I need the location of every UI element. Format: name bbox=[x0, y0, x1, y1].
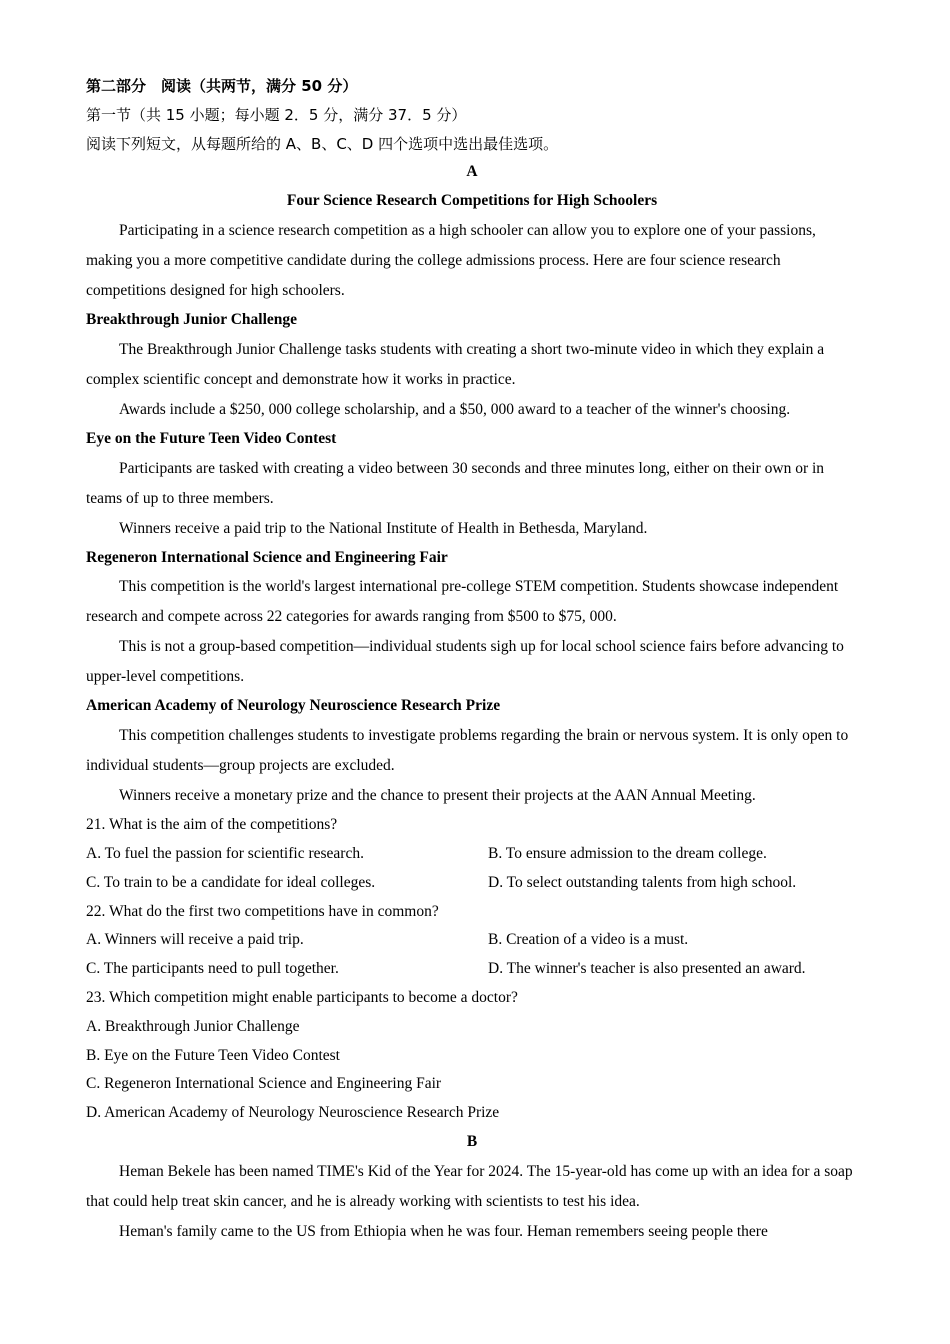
competition-4-awards: Winners receive a monetary prize and the chance to present their projects at the AAN Annual Meeting. bbox=[119, 787, 756, 805]
instruction: 阅读下列短文，从每题所给的 A、B、C、D 四个选项中选出最佳选项。 bbox=[86, 134, 559, 153]
competition-2-heading: Eye on the Future Teen Video Contest bbox=[86, 429, 337, 447]
question-22-stem: 22. What do the first two competitions have in common? bbox=[86, 902, 439, 920]
question-22-options-row-1 bbox=[86, 926, 858, 955]
question-23-option-d: D. American Academy of Neurology Neuroscience Research Prize bbox=[86, 1104, 500, 1122]
passage-b-paragraph-1: Heman Bekele has been named TIME's Kid of the Year for 2024. The 15-year-old has come up with an idea for a soap that could help treat skin cancer, and he is already working with scientists to test his idea. bbox=[86, 1162, 853, 1210]
passage-b-paragraph-2: Heman's family came to the US from Ethiopia when he was four. Heman remembers seeing people there bbox=[119, 1222, 768, 1240]
passage-a-title: Four Science Research Competitions for High Schoolers bbox=[286, 192, 658, 210]
competition-1-awards: Awards include a $250, 000 college scholarship, and a $50, 000 award to a teacher of the winner's choosing. bbox=[119, 400, 791, 418]
question-23-stem: 23. Which competition might enable participants to become a doctor? bbox=[86, 988, 518, 1006]
competition-4-description: This competition challenges students to investigate problems regarding the brain or nervous system. It is only open to individual students—group projects are excluded. bbox=[86, 727, 849, 775]
competition-4-heading: American Academy of Neurology Neuroscience Research Prize bbox=[86, 697, 501, 715]
competition-3-description: This competition is the world's largest international pre-college STEM competition. Students showcase independent research and compete across 22 categories for awards ranging from $500 to $75, 000. bbox=[86, 578, 839, 626]
question-23-option-a: A. Breakthrough Junior Challenge bbox=[86, 1017, 300, 1035]
competition-3-eligibility: This is not a group-based competition—individual students sigh up for local school science fairs before advancing to upper-level competitions. bbox=[86, 638, 844, 686]
passage-a-intro: Participating in a science research competition as a high schooler can allow you to explore one of your passions, making you a more competitive candidate during the college admissions process. Here are four science research competitions designed for high schoolers. bbox=[86, 221, 816, 299]
competition-2-description: Participants are tasked with creating a video between 30 seconds and three minutes long, either on their own or in teams of up to three members. bbox=[86, 459, 825, 507]
competition-3-heading: Regeneron International Science and Engineering Fair bbox=[86, 548, 448, 566]
question-22-option-c: C. The participants need to pull together. bbox=[86, 960, 339, 978]
part-title: 第二部分 阅读（共两节，满分 50 分） bbox=[86, 77, 358, 95]
question-21-option-d: D. To select outstanding talents from high school. bbox=[488, 873, 797, 891]
question-21-stem: 21. What is the aim of the competitions? bbox=[86, 816, 338, 834]
question-22-option-b: B. Creation of a video is a must. bbox=[488, 931, 689, 949]
question-23-option-b: B. Eye on the Future Teen Video Contest bbox=[86, 1046, 340, 1064]
question-21-options-row-1 bbox=[86, 840, 858, 869]
competition-1-description: The Breakthrough Junior Challenge tasks students with creating a short two-minute video in which they explain a complex scientific concept and demonstrate how it works in practice. bbox=[86, 340, 825, 388]
question-22-option-d: D. The winner's teacher is also presented an award. bbox=[488, 960, 806, 978]
competition-2-awards: Winners receive a paid trip to the National Institute of Health in Bethesda, Maryland. bbox=[119, 519, 648, 537]
section-info: 第一节（共 15 小题；每小题 2．5 分，满分 37．5 分） bbox=[86, 105, 467, 124]
question-23-option-c: C. Regeneron International Science and Engineering Fair bbox=[86, 1075, 442, 1093]
question-22-options-row-2 bbox=[86, 955, 858, 984]
question-21-option-a: A. To fuel the passion for scientific research. bbox=[86, 844, 364, 862]
passage-b-label: B bbox=[466, 1132, 478, 1150]
question-21-options-row-2 bbox=[86, 869, 858, 898]
competition-1-heading: Breakthrough Junior Challenge bbox=[86, 310, 298, 328]
question-21-option-b: B. To ensure admission to the dream college. bbox=[488, 844, 767, 862]
question-22-option-a: A. Winners will receive a paid trip. bbox=[86, 931, 304, 949]
exam-page bbox=[86, 72, 858, 1247]
question-21-option-c: C. To train to be a candidate for ideal colleges. bbox=[86, 873, 376, 891]
passage-a-label: A bbox=[466, 163, 478, 181]
